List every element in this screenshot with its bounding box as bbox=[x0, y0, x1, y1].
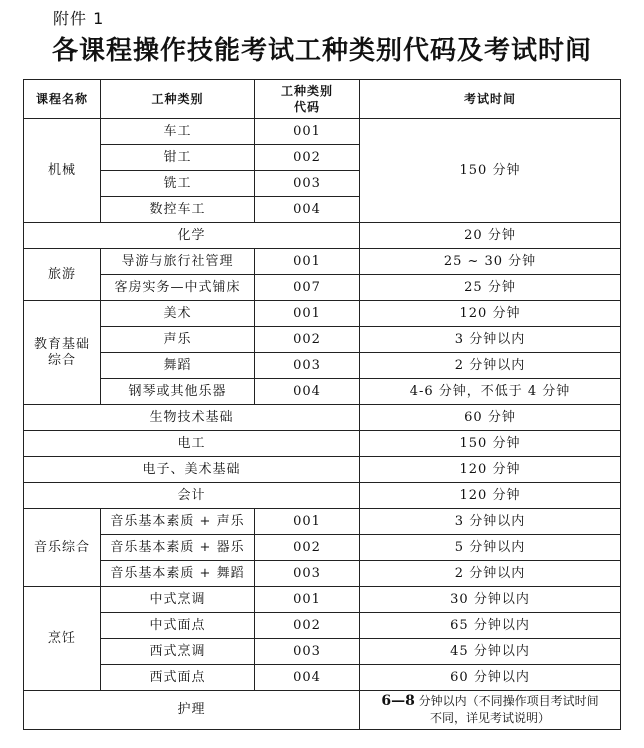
table-row bbox=[24, 457, 621, 483]
type-cell: 数控车工 bbox=[101, 197, 255, 223]
type-cell: 导游与旅行社管理 bbox=[101, 249, 255, 275]
course-cell bbox=[24, 301, 101, 405]
time-note-line1 bbox=[364, 693, 616, 710]
code-cell: 003 bbox=[255, 353, 360, 379]
type-cell: 舞蹈 bbox=[101, 353, 255, 379]
code-cell: 003 bbox=[255, 561, 360, 587]
time-cell: 25 分钟 bbox=[360, 275, 621, 301]
type-cell: 音乐基本素质 + 舞蹈 bbox=[101, 561, 255, 587]
time-cell: 2 分钟以内 bbox=[360, 561, 621, 587]
table-row bbox=[24, 691, 621, 730]
time-cell: 5 分钟以内 bbox=[360, 535, 621, 561]
page-title: 各课程操作技能考试工种类别代码及考试时间 bbox=[51, 36, 592, 66]
attachment-label: 附件 1 bbox=[53, 9, 105, 28]
table-row bbox=[24, 249, 621, 275]
table-row bbox=[24, 665, 621, 691]
time-cell: 4-6 分钟，不低于 4 分钟 bbox=[360, 379, 621, 405]
course-cell: 护理 bbox=[24, 691, 360, 730]
table-row bbox=[24, 119, 621, 145]
type-cell: 西式烹调 bbox=[101, 639, 255, 665]
type-cell: 中式面点 bbox=[101, 613, 255, 639]
time-cell: 120 分钟 bbox=[360, 301, 621, 327]
time-cell: 150 分钟 bbox=[360, 119, 621, 223]
table-row bbox=[24, 639, 621, 665]
table-row bbox=[24, 431, 621, 457]
code-cell: 001 bbox=[255, 119, 360, 145]
code-cell: 003 bbox=[255, 639, 360, 665]
table-row bbox=[24, 301, 621, 327]
time-cell: 2 分钟以内 bbox=[360, 353, 621, 379]
type-cell: 音乐基本素质 + 器乐 bbox=[101, 535, 255, 561]
time-cell: 60 分钟以内 bbox=[360, 665, 621, 691]
time-cell: 3 分钟以内 bbox=[360, 327, 621, 353]
col-header-course: 课程名称 bbox=[24, 80, 101, 119]
table-row bbox=[24, 327, 621, 353]
course-cell: 烹饪 bbox=[24, 587, 101, 691]
type-cell: 声乐 bbox=[101, 327, 255, 353]
type-cell: 钢琴或其他乐器 bbox=[101, 379, 255, 405]
code-cell: 001 bbox=[255, 509, 360, 535]
course-cell-line1: 教育基础 bbox=[33, 336, 90, 352]
time-cell: 60 分钟 bbox=[360, 405, 621, 431]
type-cell: 中式烹调 bbox=[101, 587, 255, 613]
table-row bbox=[24, 223, 621, 249]
time-cell bbox=[360, 691, 621, 730]
time-cell: 45 分钟以内 bbox=[360, 639, 621, 665]
table-row bbox=[24, 275, 621, 301]
course-cell: 机械 bbox=[24, 119, 101, 223]
type-cell: 西式面点 bbox=[101, 665, 255, 691]
course-cell: 生物技术基础 bbox=[24, 405, 360, 431]
col-header-type: 工种类别 bbox=[101, 80, 255, 119]
col-header-time: 考试时间 bbox=[360, 80, 621, 119]
code-cell: 001 bbox=[255, 249, 360, 275]
table-row bbox=[24, 379, 621, 405]
table-header-row bbox=[24, 80, 621, 119]
course-cell: 旅游 bbox=[24, 249, 101, 301]
code-cell: 004 bbox=[255, 197, 360, 223]
time-cell: 3 分钟以内 bbox=[360, 509, 621, 535]
course-cell: 音乐综合 bbox=[24, 509, 101, 587]
type-cell: 音乐基本素质 + 声乐 bbox=[101, 509, 255, 535]
type-cell: 铣工 bbox=[101, 171, 255, 197]
table-row bbox=[24, 509, 621, 535]
time-note-line2: 不同，详见考试说明） bbox=[429, 711, 550, 725]
type-cell: 客房实务—中式铺床 bbox=[101, 275, 255, 301]
course-cell: 化学 bbox=[24, 223, 360, 249]
table-row bbox=[24, 483, 621, 509]
code-cell: 007 bbox=[255, 275, 360, 301]
course-cell: 电子、美术基础 bbox=[24, 457, 360, 483]
col-header-code-line2: 代码 bbox=[293, 100, 320, 114]
code-cell: 003 bbox=[255, 171, 360, 197]
table-row bbox=[24, 587, 621, 613]
code-cell: 001 bbox=[255, 587, 360, 613]
code-cell: 002 bbox=[255, 535, 360, 561]
table-row bbox=[24, 405, 621, 431]
type-cell: 车工 bbox=[101, 119, 255, 145]
code-cell: 002 bbox=[255, 327, 360, 353]
time-cell: 20 分钟 bbox=[360, 223, 621, 249]
time-cell: 120 分钟 bbox=[360, 457, 621, 483]
course-cell: 会计 bbox=[24, 483, 360, 509]
time-cell: 30 分钟以内 bbox=[360, 587, 621, 613]
code-cell: 002 bbox=[255, 145, 360, 171]
code-cell: 004 bbox=[255, 665, 360, 691]
col-header-code-line1: 工种类别 bbox=[280, 84, 333, 98]
time-cell: 25 ~ 30 分钟 bbox=[360, 249, 621, 275]
table-row bbox=[24, 353, 621, 379]
time-note-rest: 分钟以内（不同操作项目考试时间 bbox=[414, 694, 599, 708]
col-header-code bbox=[255, 80, 360, 119]
code-cell: 001 bbox=[255, 301, 360, 327]
type-cell: 钳工 bbox=[101, 145, 255, 171]
table-row bbox=[24, 535, 621, 561]
time-note-lead: 6—8 bbox=[381, 693, 415, 709]
code-cell: 004 bbox=[255, 379, 360, 405]
course-cell-line2: 综合 bbox=[47, 352, 76, 368]
type-cell: 美术 bbox=[101, 301, 255, 327]
table-row bbox=[24, 561, 621, 587]
table-row bbox=[24, 613, 621, 639]
time-cell: 65 分钟以内 bbox=[360, 613, 621, 639]
code-cell: 002 bbox=[255, 613, 360, 639]
exam-code-table bbox=[23, 79, 621, 730]
course-cell: 电工 bbox=[24, 431, 360, 457]
time-cell: 120 分钟 bbox=[360, 483, 621, 509]
time-cell: 150 分钟 bbox=[360, 431, 621, 457]
